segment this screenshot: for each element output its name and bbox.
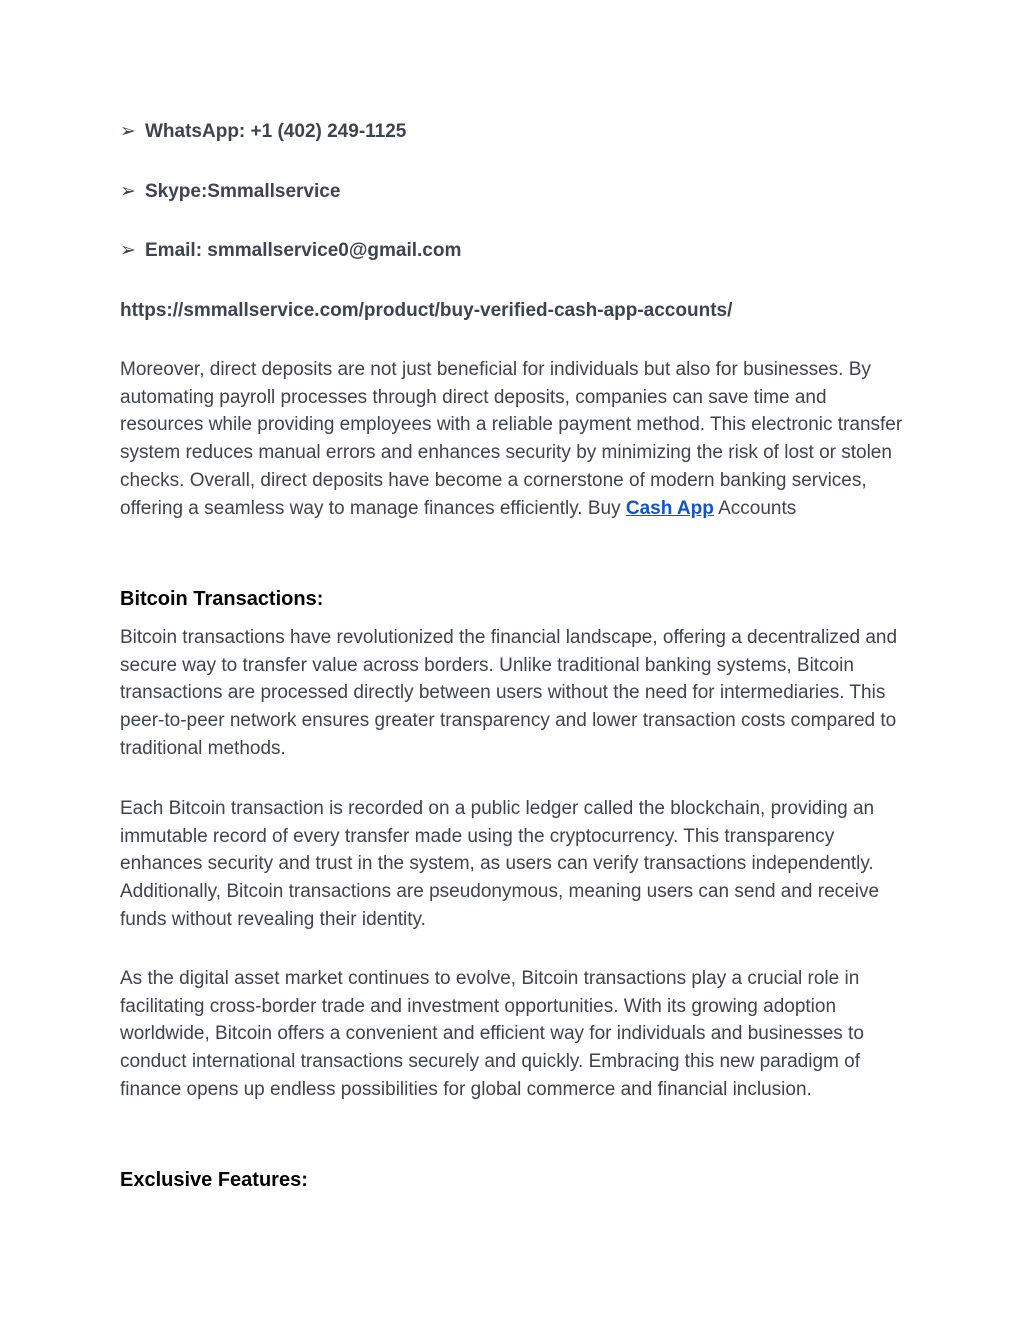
contact-skype [120,180,340,204]
skype-text: Skype:Smmallservice [145,181,341,202]
bitcoin-paragraph-2: Each Bitcoin transaction is recorded on a public ledger called the blockchain, providing an immutable record of every transfer made using the cryptocurrency. This transparency enhances security and trust in the system, as users can verify transactions independently. Additionally, Bitcoin transactions are pseudonymous, meaning users can send and receive funds without revealing their identity. [120,798,880,930]
intro-paragraph [120,356,910,522]
contact-email [120,239,461,263]
intro-text-end: Accounts [713,497,797,519]
features-heading: Exclusive Features: [120,1169,308,1191]
intro-text: Moreover, direct deposits are not just beneficial for individuals but also for businesses. By automating payroll processes through direct deposits, companies can save time and resources while providing employees with a reliable payment method. This electronic transfer system reduces manual errors and enhances security by minimizing the risk of lost or stolen checks. Overall, direct deposits have become a cornerstone of modern banking services, offering a seamless way to manage finances efficiently. Buy [120,359,903,519]
cash-app-link[interactable]: Cash App [625,497,714,519]
whatsapp-text: WhatsApp: +1 (402) 249-1125 [145,121,407,142]
product-url: https://smmallservice.com/product/buy-verified-cash-app-accounts/ [120,300,733,321]
bitcoin-paragraph-3: As the digital asset market continues to evolve, Bitcoin transactions play a crucial role in facilitating cross-border trade and investment opportunities. With its growing adoption worldwide, Bitcoin offers a convenient and efficient way for individuals and businesses to conduct international transactions securely and quickly. Embracing this new paradigm of finance opens up endless possibilities for global commerce and financial inclusion. [120,968,864,1100]
arrow-bullet-icon: ➢ [120,240,136,261]
contact-whatsapp [120,120,406,144]
email-text: Email: smmallservice0@gmail.com [145,240,462,261]
bitcoin-heading: Bitcoin Transactions: [120,588,324,610]
arrow-bullet-icon: ➢ [120,121,136,142]
arrow-bullet-icon: ➢ [120,181,136,202]
bitcoin-paragraph-1: Bitcoin transactions have revolutionized the financial landscape, offering a decentralized and secure way to transfer value across borders. Unlike traditional banking systems, Bitcoin transactions are processed directly between users without the need for intermediaries. This peer-to-peer network ensures greater transparency and lower transaction costs compared to traditional methods. [120,627,898,759]
